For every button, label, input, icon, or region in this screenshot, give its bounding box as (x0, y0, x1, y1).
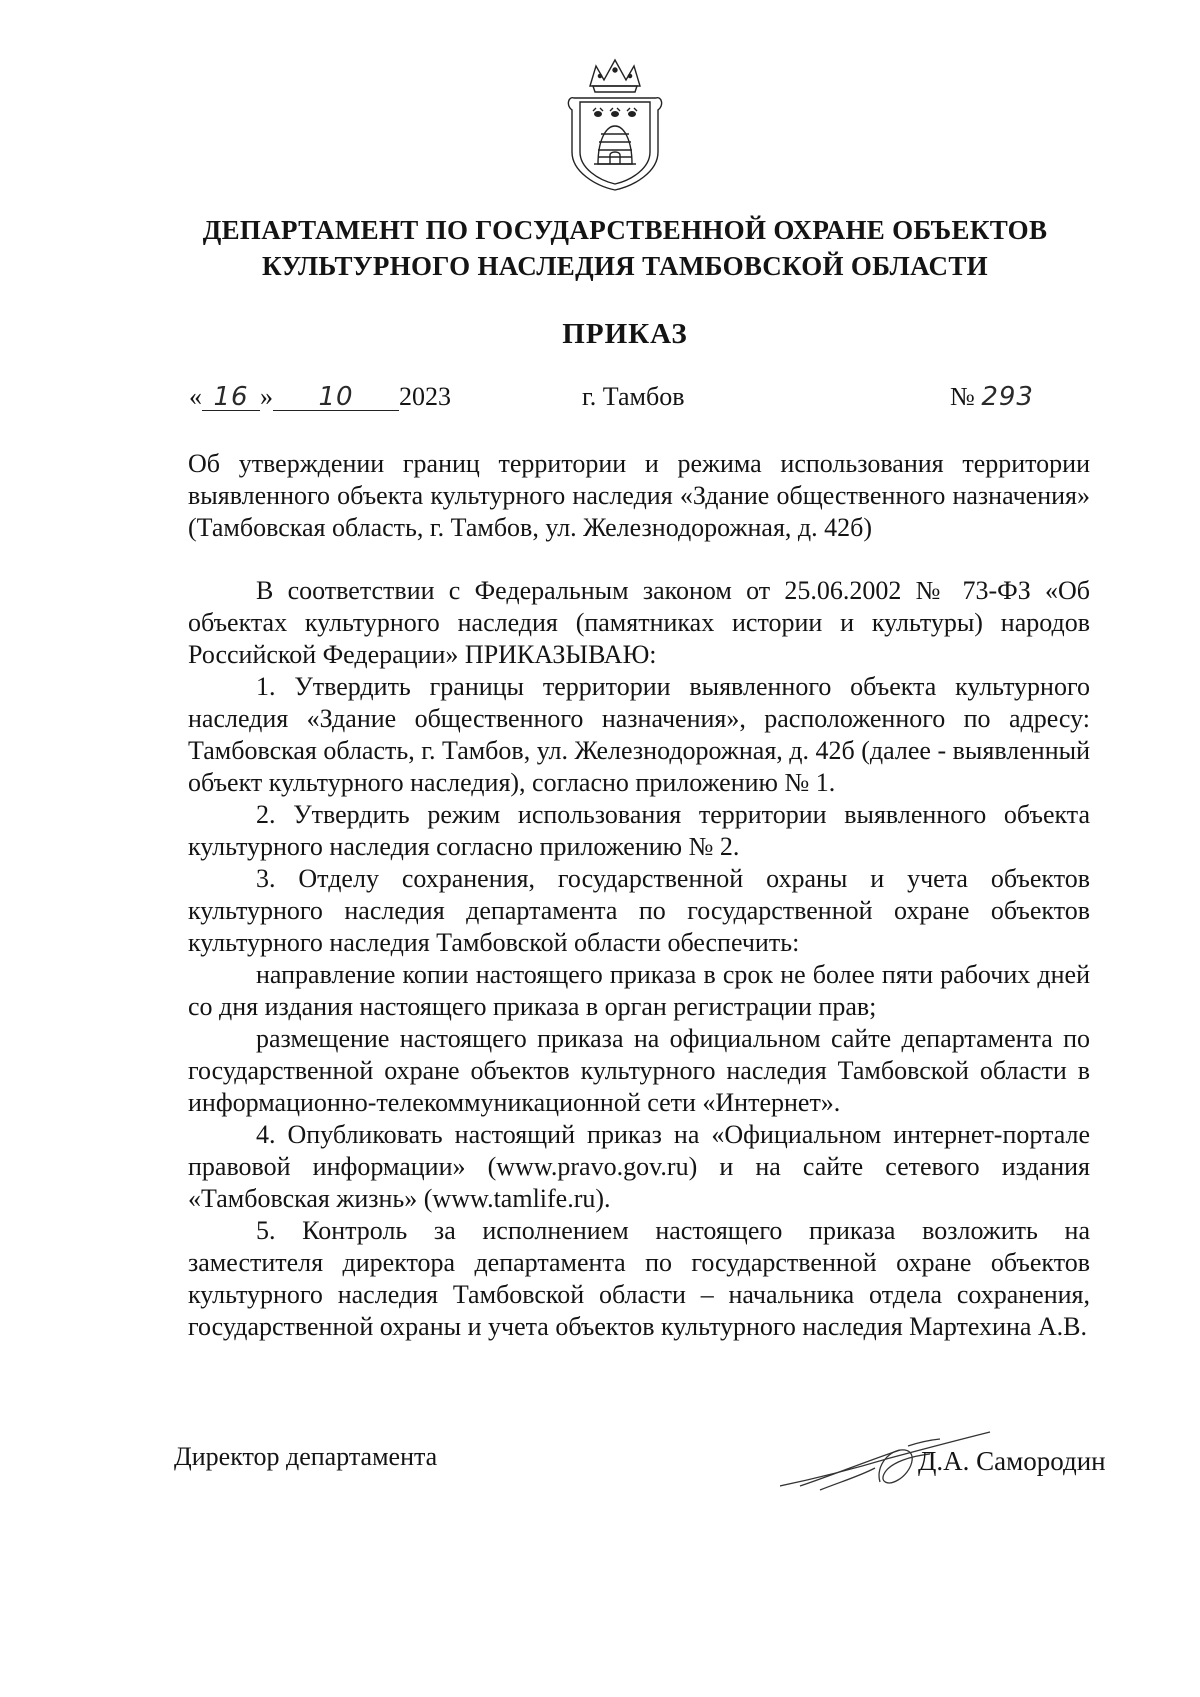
date-open-quote: « (189, 382, 202, 411)
order-number-label: № (950, 382, 975, 411)
date-year: 2023 (399, 382, 451, 411)
order-city: г. Тамбов (582, 382, 685, 411)
signature-block (0, 1420, 1200, 1510)
order-item-5: 5. Контроль за исполнением настоящего приказа возложить на заместителя директора департамента по государственной охране объектов культурного наследия Тамбовской области – начальника отдела сохранения, государственной охраны и учета объектов культурного наследия Мартехина А.В. (188, 1216, 1090, 1341)
order-subject: Об утверждении границ территории и режима использования территории выявленного объекта культурного наследия «Здание общественного назначения» (Тамбовская область, г. Тамбов, ул. Железнодорожная, д. 42б) (188, 449, 1090, 542)
order-item-4: 4. Опубликовать настоящий приказ на «Официальном интернет-портале правовой информации» (www.pravo.gov.ru) и на сайте сетевого издания «Тамбовская жизнь» (www.tamlife.ru). (188, 1120, 1090, 1213)
order-item-3: 3. Отделу сохранения, государственной охраны и учета объектов культурного наследия департамента по государственной охране объектов культурного наследия Тамбовской области обеспечить: (188, 864, 1090, 957)
order-item-2: 2. Утвердить режим использования территории выявленного объекта культурного наследия согласно приложению № 2. (188, 800, 1090, 861)
document-type-title: ПРИКАЗ (562, 318, 688, 350)
order-number-value: 293 (981, 382, 1034, 412)
department-name-line-2: КУЛЬТУРНОГО НАСЛЕДИЯ ТАМБОВСКОЙ ОБЛАСТИ (262, 251, 988, 281)
date-day: 16 (202, 384, 260, 411)
order-item-3-b: размещение настоящего приказа на официальном сайте департамента по государственной охране объектов культурного наследия Тамбовской области в информационно-телекоммуникационной сети «Интернет». (188, 1024, 1090, 1117)
department-name (160, 212, 1090, 284)
order-preamble: В соответствии с Федеральным законом от 25.06.2002 № 73-ФЗ «Об объектах культурного наследия (памятниках истории и культуры) народов Российской Федерации» ПРИКАЗЫВАЮ: (188, 576, 1090, 669)
date-close-quote: » (260, 382, 273, 411)
signatory-title: Директор департамента (174, 1442, 438, 1471)
order-date (189, 382, 489, 422)
department-name-line-1: ДЕПАРТАМЕНТ ПО ГОСУДАРСТВЕННОЙ ОХРАНЕ ОБЪЕКТОВ (202, 215, 1048, 245)
order-body (188, 575, 1090, 1343)
order-item-3-a: направление копии настоящего приказа в срок не более пяти рабочих дней со дня издания настоящего приказа в орган регистрации прав; (188, 960, 1090, 1021)
coat-of-arms-icon (560, 56, 670, 192)
signatory-name: Д.А. Самородин (918, 1446, 1106, 1476)
order-item-1: 1. Утвердить границы территории выявленного объекта культурного наследия «Здание общественного назначения», расположенного по адресу: Тамбовская область, г. Тамбов, ул. Железнодорожная, д. 42б (далее - выявленный объект культурного наследия), согласно приложению № 1. (188, 672, 1090, 797)
date-month: 10 (273, 384, 399, 411)
order-number (950, 382, 1090, 422)
